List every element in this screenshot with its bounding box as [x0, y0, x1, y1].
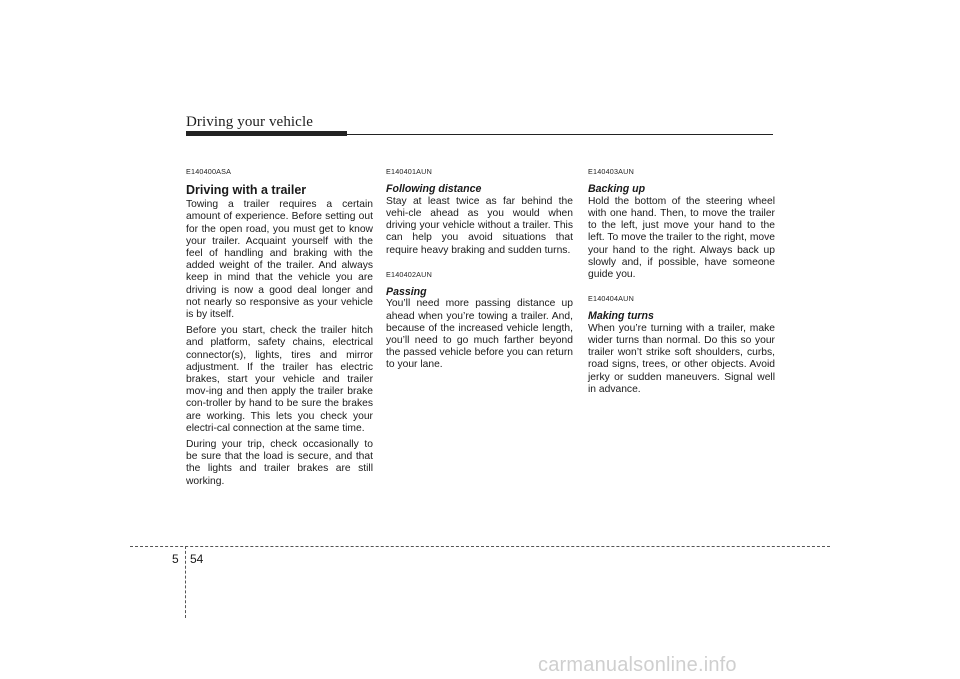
section-code: E140400ASA — [186, 167, 232, 176]
column-1 — [186, 166, 373, 492]
section-heading: Passing — [386, 285, 427, 298]
section-heading: Backing up — [588, 183, 646, 196]
column-2 — [386, 166, 573, 376]
footer-rule — [130, 546, 830, 547]
paragraph: You’ll need more passing distance up ahead when you’re towing a trailer. And, because of the increased vehicle length, you’ll need to go much farther beyond the passed vehicle before you can return to your lane. — [386, 298, 573, 371]
section-code: E140402AUN — [386, 269, 432, 279]
paragraph: Hold the bottom of the steering wheel with one hand. Then, to move the trailer to the left, just move your hand to the left. To move the trailer to the right, move your hand to the right. Always back up slowly and, if possible, have someone guide you. — [588, 195, 775, 280]
footer-divider — [185, 546, 186, 618]
column-3 — [588, 166, 775, 400]
paragraph: Stay at least twice as far behind the vehi-cle ahead as you would when driving your vehicle without a trailer. This can help you avoid situations that require heavy braking and sudden turns. — [386, 195, 573, 256]
header-rule — [186, 134, 773, 135]
section-code: E140404AUN — [588, 294, 634, 304]
section-code: E140403AUN — [588, 167, 634, 176]
paragraph: During your trip, check occasionally to be sure that the load is secure, and that the lights and trailer brakes are still working. — [186, 439, 373, 487]
watermark: carmanualsonline.info — [538, 654, 737, 676]
chapter-number: 5 — [172, 552, 179, 566]
paragraph: When you’re turning with a trailer, make wider turns than normal. Do this so your trailer won’t strike soft shoulders, curbs, road signs, trees, or other objects. Avoid jerky or sudden maneuvers. Signal well in advance. — [588, 322, 775, 395]
paragraph: Towing a trailer requires a certain amount of experience. Before setting out for the open road, you must get to know your trailer. Acquaint yourself with the feel of handling and braking with the added weight of the trailer. And always keep in mind that the vehicle you are driving is now a good deal longer and not nearly so responsive as your vehicle is by itself. — [186, 199, 373, 321]
section-code: E140401AUN — [386, 167, 432, 176]
section-heading: Making turns — [588, 310, 654, 323]
section-heading: Following distance — [386, 183, 482, 196]
page-number: 54 — [190, 552, 204, 566]
page-header-title: Driving your vehicle — [186, 114, 313, 130]
section-heading: Driving with a trailer — [186, 183, 307, 198]
paragraph: Before you start, check the trailer hitch and platform, safety chains, electrical connector(s), lights, tires and mirror adjustment. If the trailer has electric brakes, start your vehicle and trailer mov-ing and then apply the trailer brake con-troller by hand to be sure the brakes are working. This lets you check your electri-cal connection at the same time. — [186, 325, 373, 434]
